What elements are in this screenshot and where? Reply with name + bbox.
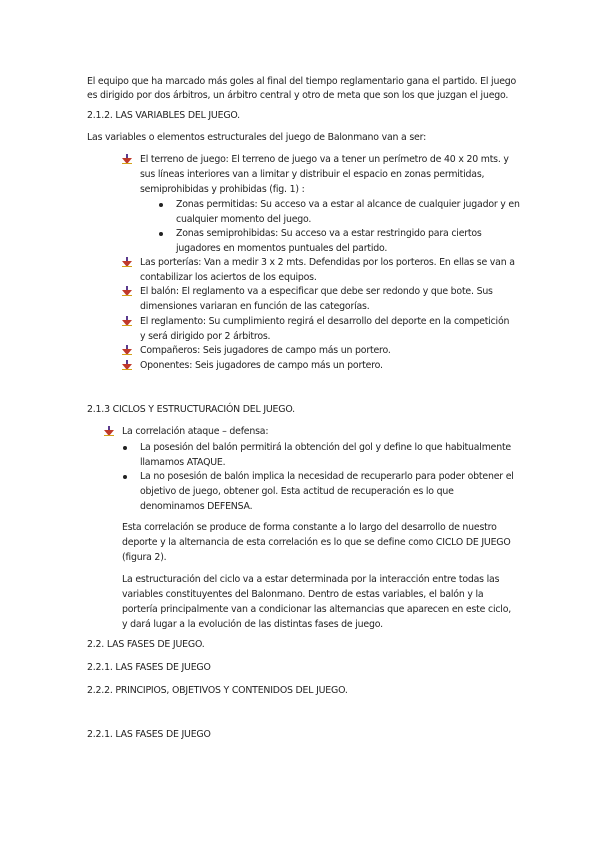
zonas-semi-line-2: jugadores en momentos puntuales del partido. — [176, 243, 388, 254]
oponentes-line: Oponentes: Seis jugadores de campo más un portero. — [140, 360, 383, 371]
intro-line-2: es dirigido por dos árbitros, un árbitro central y otro de meta que son los que juzgan el juego. — [87, 90, 509, 101]
reglamento-line-1: El reglamento: Su cumplimiento regirá el desarrollo del deporte en la competición — [140, 316, 510, 327]
arrow-bullet-icon — [122, 154, 132, 164]
dot-bullet-icon — [123, 446, 127, 450]
no-posesion-line-1: La no posesión de balón implica la necesidad de recuperarlo para poder obtener el — [140, 471, 514, 482]
posesion-line-1: La posesión del balón permitirá la obtención del gol y define lo que habitualmente — [140, 442, 511, 453]
balon-line-2: dimensiones variaran en función de las categorías. — [140, 301, 370, 312]
arrow-bullet-icon — [122, 316, 132, 326]
heading-principios: 2.2.2. PRINCIPIOS, OBJETIVOS Y CONTENIDOS DEL JUEGO. — [87, 685, 348, 696]
zonas-permitidas-line-1: Zonas permitidas: Su acceso va a estar al alcance de cualquier jugador y en — [176, 199, 520, 210]
para2-line-4: y dará lugar a la evolución de las distintas fases de juego. — [122, 619, 383, 630]
zonas-permitidas-line-2: cualquier momento del juego. — [176, 214, 312, 225]
variables-intro: Las variables o elementos estructurales del juego de Balonmano van a ser: — [87, 132, 427, 143]
arrow-bullet-icon — [122, 360, 132, 370]
dot-bullet-icon — [159, 232, 163, 236]
porterias-line-1: Las porterías: Van a medir 3 x 2 mts. Defendidas por los porteros. En ellas se van a — [140, 257, 515, 268]
dot-bullet-icon — [123, 475, 127, 479]
balon-line-1: El balón: El reglamento va a especificar que debe ser redondo y que bote. Sus — [140, 286, 493, 297]
posesion-line-2: llamamos ATAQUE. — [140, 457, 226, 468]
terreno-line-1: El terreno de juego: El terreno de juego va a tener un perímetro de 40 x 20 mts. y — [140, 154, 509, 165]
no-posesion-line-3: denominamos DEFENSA. — [140, 501, 253, 512]
porterias-line-2: contabilizar los aciertos de los equipos. — [140, 272, 317, 283]
para2-line-2: variables constituyentes del Balonmano. Dentro de estas variables, el balón y la — [122, 589, 484, 600]
heading-fases-1: 2.2.1. LAS FASES DE JUEGO — [87, 662, 211, 673]
arrow-bullet-icon — [122, 257, 132, 267]
arrow-bullet-icon — [122, 345, 132, 355]
companeros-line: Compañeros: Seis jugadores de campo más un portero. — [140, 345, 391, 356]
heading-variables: 2.1.2. LAS VARIABLES DEL JUEGO. — [87, 110, 240, 121]
para1-line-1: Esta correlación se produce de forma constante a lo largo del desarrollo de nuestro — [122, 522, 497, 533]
intro-line-1: El equipo que ha marcado más goles al final del tiempo reglamentario gana el partido. El juego — [87, 76, 517, 87]
heading-ciclos: 2.1.3 CICLOS Y ESTRUCTURACIÓN DEL JUEGO. — [87, 404, 295, 415]
para2-line-3: portería principalmente van a condicionar las alternancias que aparecen en este ciclo, — [122, 604, 512, 615]
para2-line-1: La estructuración del ciclo va a estar determinada por la interacción entre todas las — [122, 574, 500, 585]
dot-bullet-icon — [159, 203, 163, 207]
arrow-bullet-icon — [104, 426, 114, 436]
zonas-semi-line-1: Zonas semiprohibidas: Su acceso va a estar restringido para ciertos — [176, 228, 482, 239]
terreno-line-2: sus líneas interiores van a limitar y distribuir el espacio en zonas permitidas, — [140, 169, 485, 180]
reglamento-line-2: y será dirigido por 2 árbitros. — [140, 331, 271, 342]
arrow-bullet-icon — [122, 286, 132, 296]
heading-fases: 2.2. LAS FASES DE JUEGO. — [87, 639, 205, 650]
terreno-line-3: semiprohibidas y prohibidas (fig. 1) : — [140, 184, 305, 195]
no-posesion-line-2: objetivo de juego, obtener gol. Esta actitud de recuperación es lo que — [140, 486, 454, 497]
para1-line-3: (figura 2). — [122, 552, 167, 563]
heading-fases-1b: 2.2.1. LAS FASES DE JUEGO — [87, 729, 211, 740]
correlacion-line: La correlación ataque – defensa: — [122, 426, 269, 437]
para1-line-2: deporte y la alternancia de esta correlación es lo que se define como CICLO DE JUEGO — [122, 537, 511, 548]
